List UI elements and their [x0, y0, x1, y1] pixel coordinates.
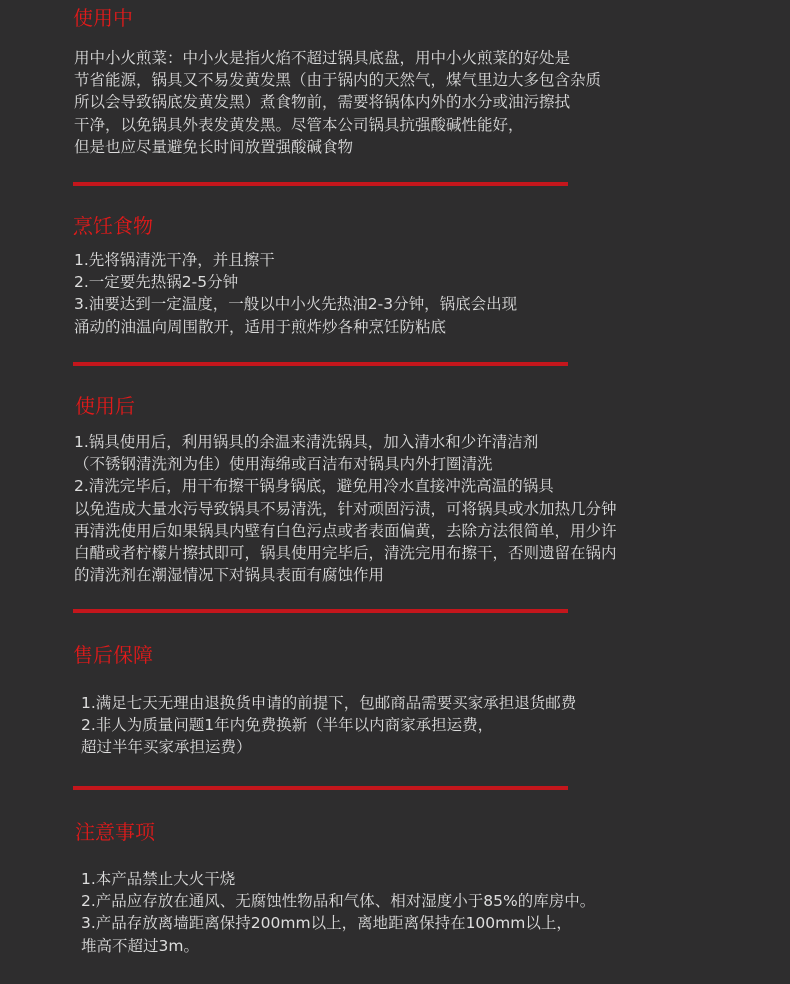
- text-line: 超过半年买家承担运费）: [81, 738, 252, 757]
- text-line: 所以会导致锅底发黄发黑）煮食物前，需要将锅体内外的水分或油污擦拭: [74, 93, 571, 112]
- section-title: 注意事项: [75, 820, 155, 844]
- text-line: 1.满足七天无理由退换货申请的前提下，包邮商品需要买家承担退货邮费: [81, 694, 577, 712]
- text-line: 2.非人为质量问题1年内免费换新（半年以内商家承担运费，: [81, 716, 494, 735]
- text-line: 堆高不超过3m。: [81, 936, 199, 955]
- section-text: [74, 431, 617, 586]
- section-text: [81, 868, 595, 957]
- section-title: 烹饪食物: [73, 214, 153, 238]
- section-text: [74, 249, 517, 338]
- section-title: 使用后: [75, 394, 135, 418]
- text-line: 以免造成大量水污导致锅具不易清洗，针对顽固污渍，可将锅具或水加热几分钟: [74, 499, 617, 518]
- text-line: 2.一定要先热锅2-5分钟: [74, 273, 239, 292]
- text-line: 的清洗剂在潮湿情况下对锅具表面有腐蚀作用: [74, 566, 385, 585]
- text-line: 干净，以免锅具外表发黄发黑。尽管本公司锅具抗强酸碱性能好，: [74, 115, 524, 134]
- text-line: 节省能源，锅具又不易发黄发黑（由于锅内的天然气，煤气里边大多包含杂质: [74, 71, 602, 90]
- text-line: 用中小火煎菜：中小火是指火焰不超过锅具底盘，用中小火煎菜的好处是: [74, 49, 571, 67]
- text-line: 但是也应尽量避免长时间放置强酸碱食物: [74, 137, 354, 156]
- section-title: 售后保障: [73, 643, 153, 667]
- text-line: 白醋或者柠檬片擦拭即可，锅具使用完毕后，清洗完用布擦干，否则遗留在锅内: [74, 544, 617, 563]
- text-line: 3.油要达到一定温度，一般以中小火先热油2-3分钟，锅底会出现: [74, 295, 518, 314]
- section-divider: [73, 362, 568, 366]
- section-divider: [73, 786, 568, 790]
- section-text: [74, 47, 601, 158]
- text-line: 2.产品应存放在通风、无腐蚀性物品和气体、相对湿度小于85%的库房中。: [81, 892, 596, 911]
- text-line: 1.锅具使用后，利用锅具的余温来清洗锅具，加入清水和少许清洁剂: [74, 433, 539, 451]
- text-line: 涌动的油温向周围散开，适用于煎炸炒各种烹饪防粘底: [74, 317, 447, 336]
- text-line: 1.本产品禁止大火干烧: [81, 870, 236, 888]
- section-title: 使用中: [73, 6, 133, 30]
- text-line: （不锈钢清洗剂为佳）使用海绵或百洁布对锅具内外打圈清洗: [74, 455, 493, 474]
- section-divider: [73, 182, 568, 186]
- section-divider: [73, 609, 568, 613]
- text-line: 再清洗使用后如果锅具内壁有白色污点或者表面偏黄，去除方法很简单，用少许: [74, 521, 617, 540]
- text-line: 2.清洗完毕后，用干布擦干锅身锅底，避免用冷水直接冲洗高温的锅具: [74, 477, 554, 496]
- text-line: 1.先将锅清洗干净，并且擦干: [74, 251, 275, 269]
- text-line: 3.产品存放离墙距离保持200mm以上，离地距离保持在100mm以上，: [81, 914, 572, 933]
- section-text: [81, 692, 576, 759]
